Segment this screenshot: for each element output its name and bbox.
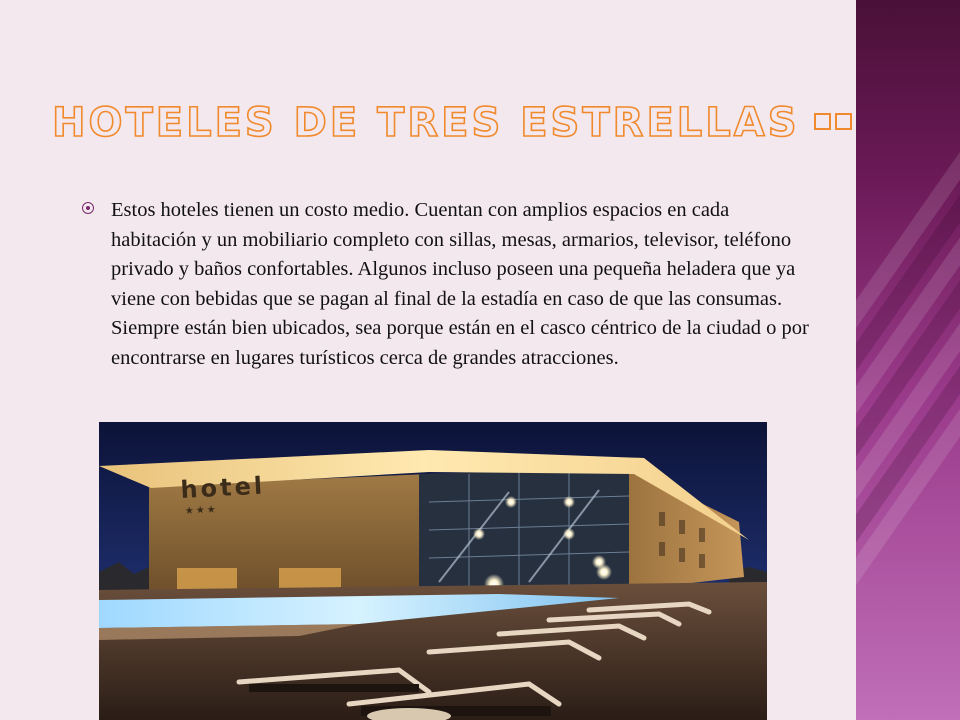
- hotel-sign: hotel: [179, 471, 266, 504]
- decoration-box-icon: [835, 113, 852, 130]
- circle-bullet-icon: [82, 202, 94, 214]
- bullet-text: Estos hoteles tienen un costo medio. Cuentan con amplios espacios en cada habitación y un mobiliario completo con sillas, mesas, armarios, televisor, teléfono privado y baños confortables. Algunos incluso poseen una pequeña heladera que ya viene con bebidas que se pagan al final de la estadía en caso de que las consumas. Siempre están bien ubicados, sea porque están en el casco céntrico de la ciudad o por encontrarse en lugares turísticos cerca de grandes atracciones.: [111, 199, 809, 369]
- decoration-box-icon: [814, 113, 831, 130]
- decorative-side-panel: [856, 0, 960, 720]
- slide-title-text: HOTELES DE TRES ESTRELLAS: [52, 100, 800, 146]
- slide-title: [52, 100, 873, 146]
- hotel-sign-stars: ★★★: [184, 504, 219, 517]
- bullet-item: [82, 196, 812, 373]
- hotel-photo: [99, 422, 767, 720]
